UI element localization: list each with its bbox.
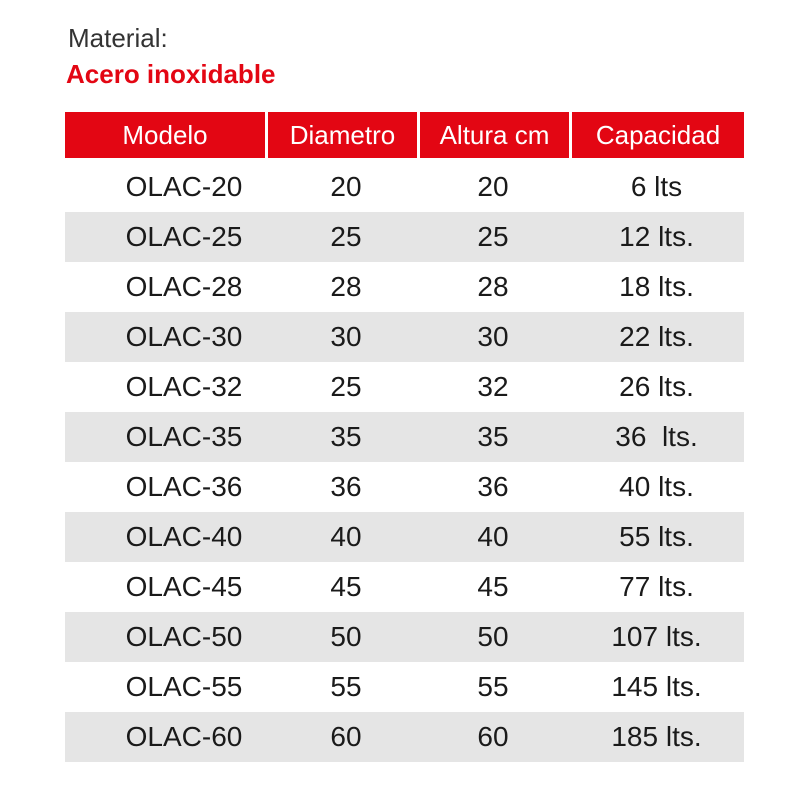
cell-diametro: 55 — [330, 671, 362, 702]
cell-modelo: OLAC-55 — [125, 671, 243, 702]
cell-diametro: 25 — [330, 221, 362, 252]
table-header-row — [65, 112, 744, 158]
cell-diametro: 35 — [330, 421, 362, 452]
cell-altura: 30 — [477, 321, 509, 352]
cell-diametro: 20 — [330, 171, 362, 202]
cell-altura: 55 — [477, 671, 509, 702]
cell-diametro: 36 — [330, 471, 362, 502]
table-row — [65, 512, 744, 562]
cell-altura: 20 — [477, 171, 509, 202]
cell-capacidad: 12 lts. — [619, 221, 694, 252]
cell-modelo: OLAC-40 — [125, 521, 243, 552]
cell-modelo: OLAC-25 — [125, 221, 243, 252]
material-label: Material: — [68, 23, 168, 53]
cell-altura: 60 — [477, 721, 509, 752]
table-row — [65, 162, 744, 212]
table-row — [65, 612, 744, 662]
cell-modelo: OLAC-50 — [125, 621, 243, 652]
cell-capacidad: 40 lts. — [619, 471, 694, 502]
cell-altura: 32 — [477, 371, 509, 402]
cell-capacidad: 55 lts. — [619, 521, 694, 552]
cell-altura: 35 — [477, 421, 509, 452]
table-row — [65, 462, 744, 512]
table-row — [65, 712, 744, 762]
cell-modelo: OLAC-35 — [125, 421, 243, 452]
cell-diametro: 45 — [330, 571, 362, 602]
cell-modelo: OLAC-45 — [125, 571, 243, 602]
cell-altura: 28 — [477, 271, 509, 302]
material-value: Acero inoxidable — [66, 59, 276, 89]
cell-diametro: 25 — [330, 371, 362, 402]
spec-table — [65, 112, 744, 762]
cell-capacidad: 107 lts. — [611, 621, 702, 652]
cell-capacidad: 6 lts — [630, 171, 683, 202]
cell-modelo: OLAC-60 — [125, 721, 243, 752]
table-row — [65, 412, 744, 462]
cell-altura: 45 — [477, 571, 509, 602]
cell-diametro: 30 — [330, 321, 362, 352]
cell-modelo: OLAC-36 — [125, 471, 243, 502]
cell-diametro: 28 — [330, 271, 362, 302]
cell-capacidad: 77 lts. — [619, 571, 694, 602]
header-diametro: Diametro — [265, 112, 417, 158]
table-row — [65, 362, 744, 412]
table-row — [65, 212, 744, 262]
cell-modelo: OLAC-28 — [125, 271, 243, 302]
cell-modelo: OLAC-32 — [125, 371, 243, 402]
table-row — [65, 312, 744, 362]
cell-modelo: OLAC-30 — [125, 321, 243, 352]
cell-diametro: 50 — [330, 621, 362, 652]
cell-diametro: 40 — [330, 521, 362, 552]
cell-capacidad: 145 lts. — [611, 671, 702, 702]
cell-altura: 36 — [477, 471, 509, 502]
cell-capacidad: 185 lts. — [611, 721, 702, 752]
header-modelo: Modelo — [122, 119, 208, 150]
cell-altura: 25 — [477, 221, 509, 252]
header-altura: Altura cm — [417, 112, 569, 158]
cell-capacidad: 18 lts. — [619, 271, 694, 302]
table-row — [65, 662, 744, 712]
cell-altura: 50 — [477, 621, 509, 652]
cell-diametro: 60 — [330, 721, 362, 752]
table-body — [65, 162, 744, 762]
cell-capacidad: 36 lts. — [615, 421, 698, 452]
cell-capacidad: 22 lts. — [619, 321, 694, 352]
cell-capacidad: 26 lts. — [619, 371, 694, 402]
cell-modelo: OLAC-20 — [125, 171, 243, 202]
cell-altura: 40 — [477, 521, 509, 552]
header-capacidad: Capacidad — [569, 112, 744, 158]
table-row — [65, 562, 744, 612]
table-row — [65, 262, 744, 312]
